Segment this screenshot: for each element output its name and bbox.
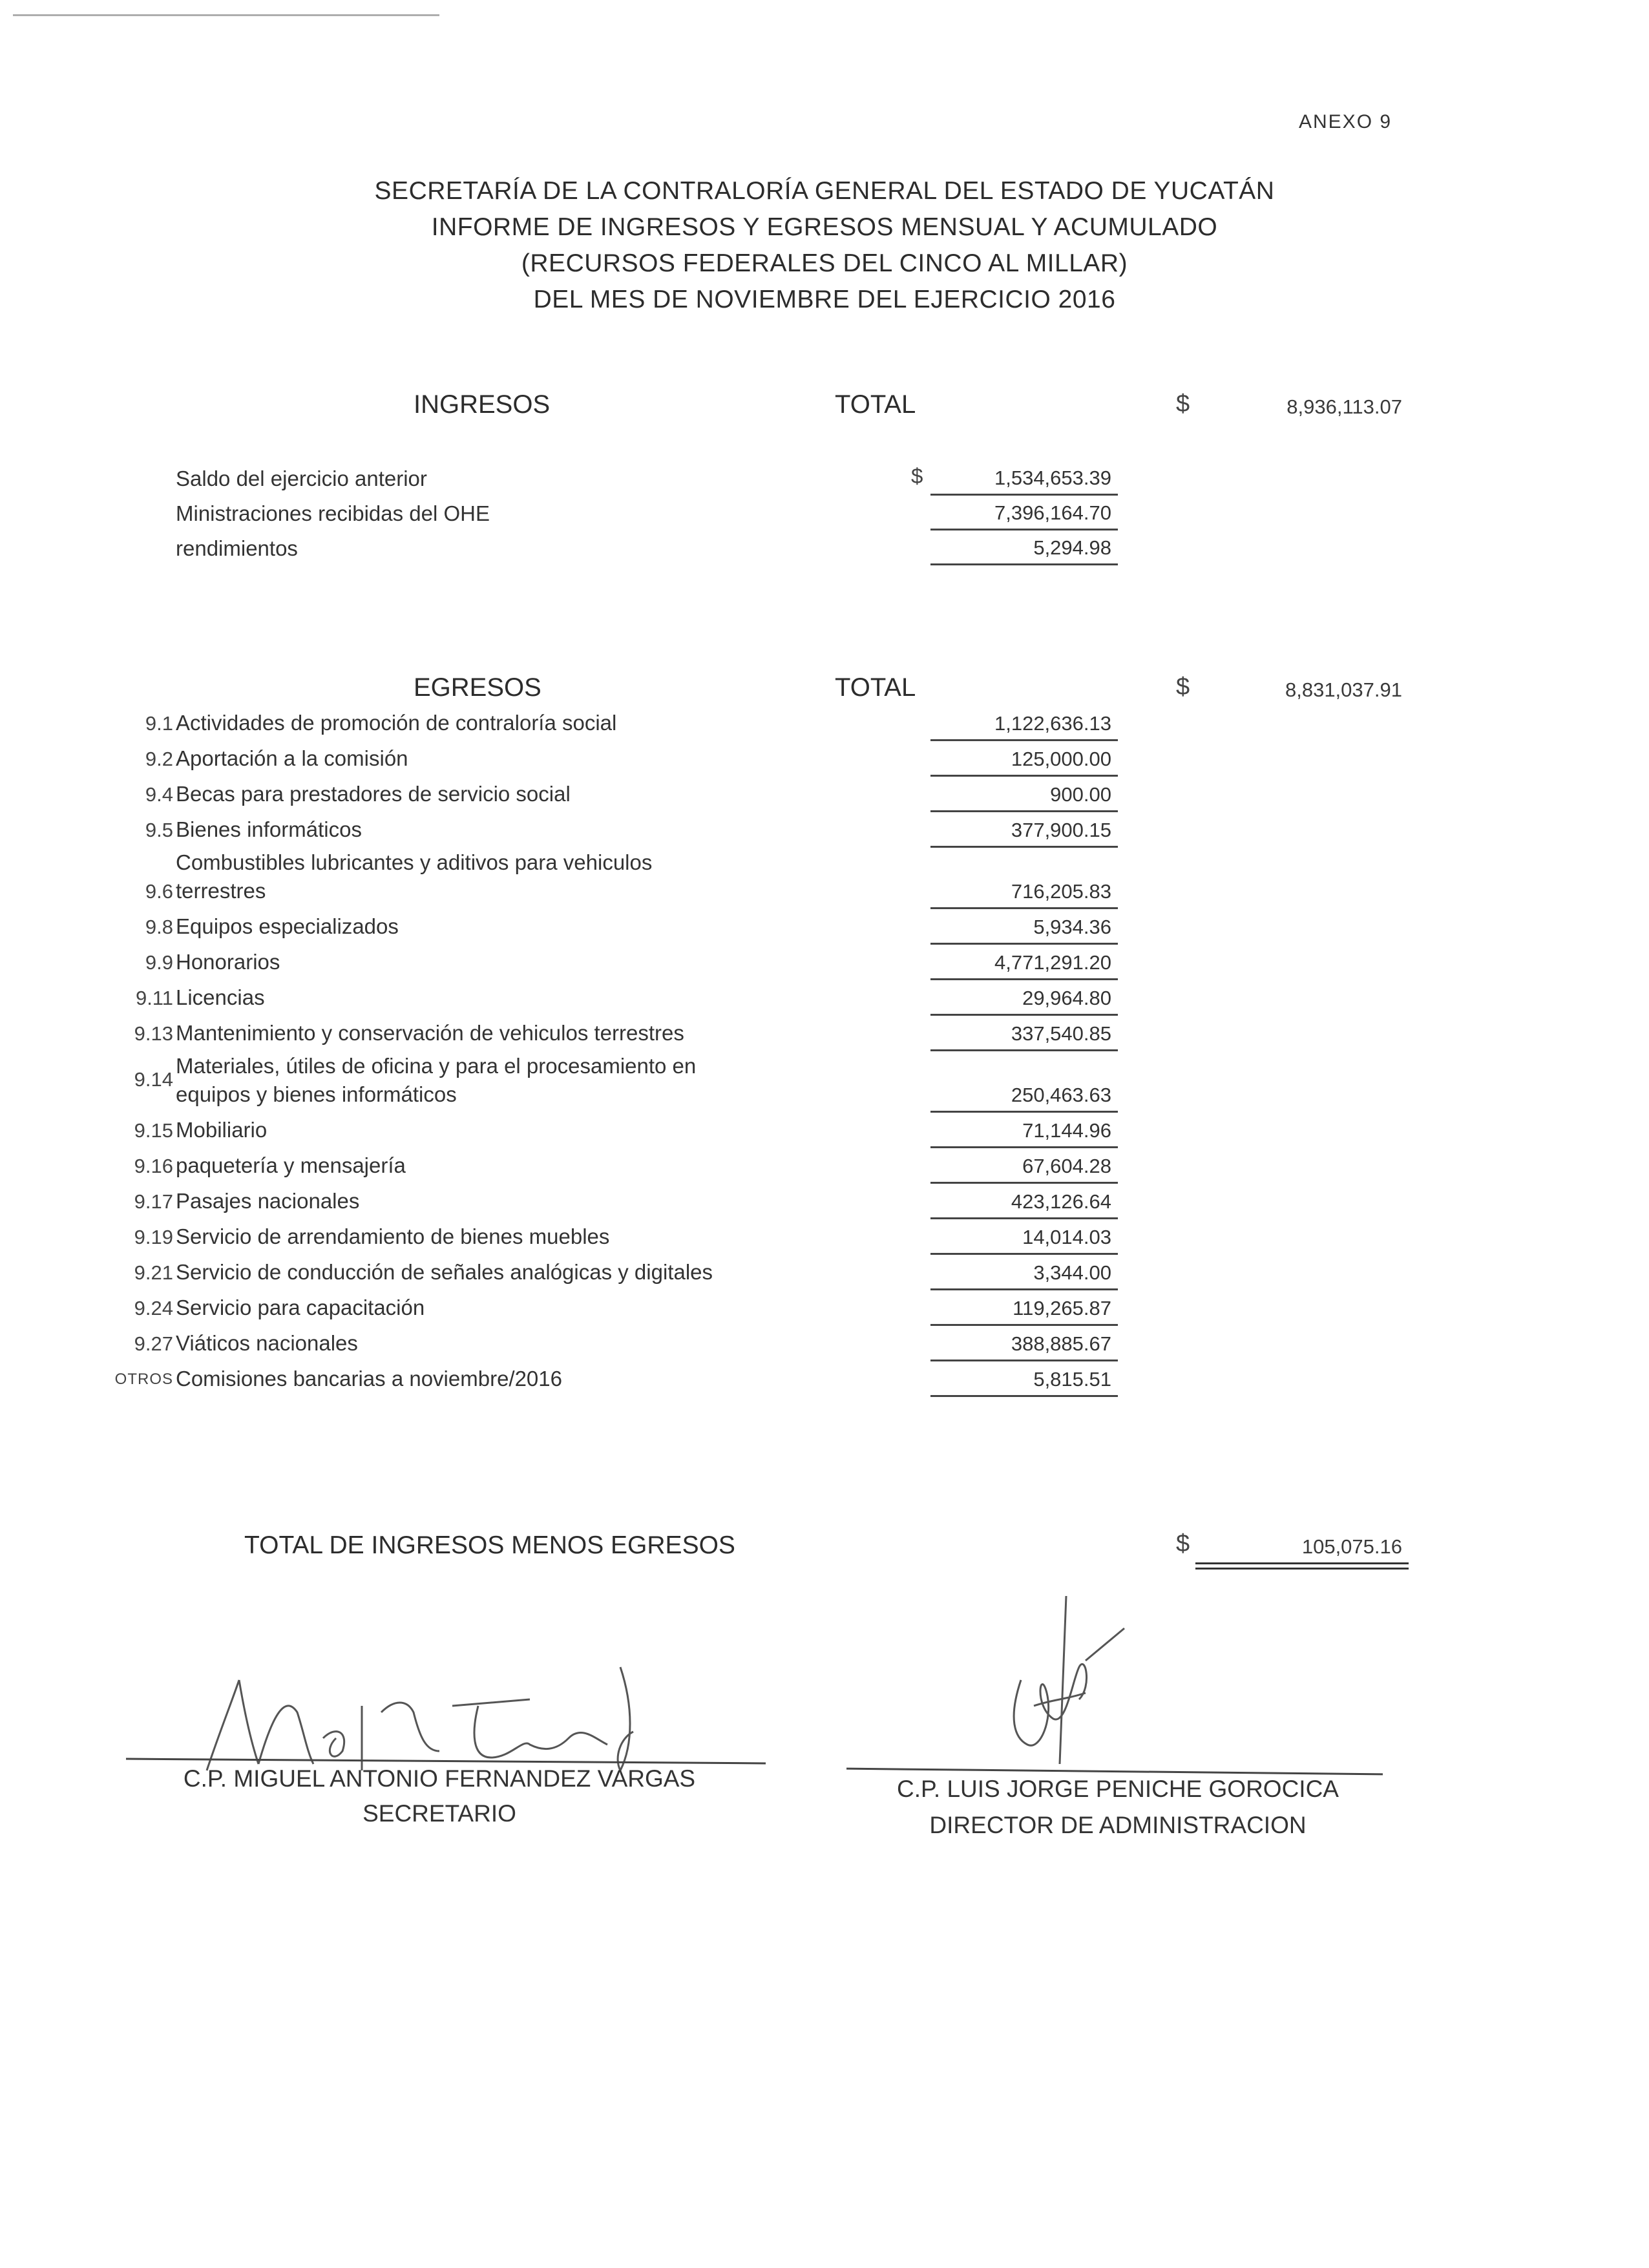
egresos-row-amount: 337,540.85 xyxy=(1011,1022,1111,1045)
scan-artifact-line xyxy=(13,14,439,16)
egresos-total-label: TOTAL xyxy=(835,673,916,702)
egresos-row-label: Pasajes nacionales xyxy=(176,1189,360,1213)
amount-underline xyxy=(930,739,1118,741)
egresos-row-amount: 125,000.00 xyxy=(1011,748,1111,770)
ingresos-total-label: TOTAL xyxy=(835,390,916,419)
egresos-row-amount: 377,900.15 xyxy=(1011,819,1111,841)
signer-role-left: SECRETARIO xyxy=(362,1800,516,1827)
egresos-row-label: Licencias xyxy=(176,985,265,1009)
egresos-row-label: Servicio de arrendamiento de bienes muebles xyxy=(176,1224,610,1248)
egresos-row-amount: 5,815.51 xyxy=(1033,1368,1111,1391)
net-value: 105,075.16 xyxy=(1301,1535,1402,1558)
egresos-row-label: Servicio de conducción de señales analógicas y digitales xyxy=(176,1260,713,1284)
egresos-row-code: 9.4 xyxy=(145,783,173,806)
egresos-row-label: Bienes informáticos xyxy=(176,817,362,841)
egresos-row-label: equipos y bienes informáticos xyxy=(176,1082,457,1106)
amount-underline xyxy=(930,1217,1118,1219)
annex-label: ANEXO 9 xyxy=(1299,111,1392,132)
egresos-row-code: 9.2 xyxy=(145,748,173,770)
egresos-row-amount: 4,771,291.20 xyxy=(994,951,1111,974)
amount-underline xyxy=(930,494,1118,496)
title-line-1: SECRETARÍA DE LA CONTRALORÍA GENERAL DEL ESTADO DE YUCATÁN xyxy=(374,177,1275,205)
ingresos-total-value: 8,936,113.07 xyxy=(1287,395,1402,418)
egresos-row-code: 9.13 xyxy=(134,1022,173,1045)
double-underline-top xyxy=(1195,1562,1409,1564)
ingresos-row-label: Saldo del ejercicio anterior xyxy=(176,467,427,490)
egresos-row-label: Comisiones bancarias a noviembre/2016 xyxy=(176,1367,562,1391)
net-label: TOTAL DE INGRESOS MENOS EGRESOS xyxy=(244,1531,735,1559)
egresos-row-code: 9.5 xyxy=(145,819,173,841)
egresos-row-amount: 119,265.87 xyxy=(1013,1297,1111,1319)
amount-underline xyxy=(930,1111,1118,1113)
egresos-row-label: Aportación a la comisión xyxy=(176,746,408,770)
egresos-row-amount: 71,144.96 xyxy=(1022,1119,1111,1142)
egresos-row-label: Mobiliario xyxy=(176,1118,268,1142)
egresos-row-label: Becas para prestadores de servicio social xyxy=(176,782,571,806)
egresos-row-amount: 250,463.63 xyxy=(1011,1084,1111,1106)
amount-underline xyxy=(930,1253,1118,1255)
egresos-row-amount: 388,885.67 xyxy=(1011,1332,1111,1355)
amount-underline xyxy=(930,1146,1118,1148)
title-line-3: (RECURSOS FEDERALES DEL CINCO AL MILLAR) xyxy=(521,249,1128,277)
amount-underline xyxy=(930,907,1118,909)
amount-underline xyxy=(930,1288,1118,1290)
ingresos-row-amount: 5,294.98 xyxy=(1033,536,1111,559)
amount-underline xyxy=(930,1324,1118,1326)
egresos-row-code: 9.9 xyxy=(145,951,173,974)
egresos-row-label-line1: Combustibles lubricantes y aditivos para vehiculos xyxy=(176,850,653,874)
egresos-total-value: 8,831,037.91 xyxy=(1285,678,1402,701)
title-line-2: INFORME DE INGRESOS Y EGRESOS MENSUAL Y ACUMULADO xyxy=(431,213,1218,241)
egresos-row-code: 9.15 xyxy=(134,1119,173,1142)
ingresos-row-amount: 1,534,653.39 xyxy=(994,467,1111,489)
amount-underline xyxy=(930,563,1118,565)
egresos-row-code: 9.27 xyxy=(134,1332,173,1355)
amount-underline xyxy=(930,943,1118,945)
egresos-row-amount: 29,964.80 xyxy=(1022,987,1111,1009)
egresos-row-code: OTROS xyxy=(114,1370,173,1388)
egresos-row-amount: 1,122,636.13 xyxy=(994,712,1111,735)
egresos-heading: EGRESOS xyxy=(414,673,541,702)
double-underline-bottom xyxy=(1195,1568,1409,1570)
ingresos-heading: INGRESOS xyxy=(414,390,551,419)
amount-underline xyxy=(930,1182,1118,1184)
egresos-row-label: Equipos especializados xyxy=(176,914,399,938)
title-line-4: DEL MES DE NOVIEMBRE DEL EJERCICIO 2016 xyxy=(533,286,1116,313)
egresos-row-code: 9.21 xyxy=(134,1261,173,1284)
amount-underline xyxy=(930,1014,1118,1016)
ingresos-row-label: Ministraciones recibidas del OHE xyxy=(176,501,490,525)
egresos-row-amount: 14,014.03 xyxy=(1022,1226,1111,1248)
amount-underline xyxy=(930,529,1118,530)
egresos-row-label: Actividades de promoción de contraloría social xyxy=(176,711,617,735)
signer-name-right: C.P. LUIS JORGE PENICHE GOROCICA xyxy=(897,1776,1339,1802)
egresos-row-amount: 716,205.83 xyxy=(1011,880,1111,903)
amount-underline xyxy=(930,978,1118,980)
amount-underline xyxy=(930,775,1118,777)
egresos-row-label: Honorarios xyxy=(176,950,280,974)
amount-underline xyxy=(930,810,1118,812)
egresos-row-code: 9.11 xyxy=(135,987,173,1009)
amount-underline xyxy=(930,1360,1118,1361)
amount-underline xyxy=(930,1049,1118,1051)
ingresos-row-amount: 7,396,164.70 xyxy=(994,501,1111,524)
egresos-row-amount: 67,604.28 xyxy=(1022,1155,1111,1177)
egresos-row-label: paquetería y mensajería xyxy=(176,1153,406,1177)
amount-underline xyxy=(930,846,1118,848)
egresos-row-amount: 5,934.36 xyxy=(1033,916,1111,938)
net-currency: $ xyxy=(1176,1530,1190,1557)
egresos-row-label: Viáticos nacionales xyxy=(176,1331,358,1355)
egresos-row-code: 9.14 xyxy=(134,1068,173,1091)
egresos-row-code: 9.8 xyxy=(145,916,173,938)
egresos-row-amount: 423,126.64 xyxy=(1011,1190,1111,1213)
ingresos-row-label: rendimientos xyxy=(176,536,298,560)
egresos-row-code: 9.16 xyxy=(134,1155,173,1177)
amount-underline xyxy=(930,1395,1118,1397)
ingresos-row-currency: $ xyxy=(911,464,923,488)
egresos-row-code: 9.1 xyxy=(145,712,173,735)
egresos-row-label: Servicio para capacitación xyxy=(176,1296,425,1319)
egresos-row-label-line1: Materiales, útiles de oficina y para el procesamiento en xyxy=(176,1054,697,1078)
egresos-row-code: 9.19 xyxy=(134,1226,173,1248)
document-title xyxy=(0,173,1649,318)
egresos-row-code: 9.6 xyxy=(145,880,173,903)
egresos-row-code: 9.17 xyxy=(134,1190,173,1213)
egresos-row-label: Mantenimiento y conservación de vehiculos terrestres xyxy=(176,1021,684,1045)
ingresos-total-currency: $ xyxy=(1176,390,1190,417)
signer-role-right: DIRECTOR DE ADMINISTRACION xyxy=(929,1812,1307,1838)
signature-luis-icon xyxy=(956,1590,1150,1770)
egresos-row-amount: 3,344.00 xyxy=(1033,1261,1111,1284)
signer-name-left: C.P. MIGUEL ANTONIO FERNANDEZ VARGAS xyxy=(183,1765,696,1792)
egresos-row-label: terrestres xyxy=(176,879,266,903)
egresos-total-currency: $ xyxy=(1176,673,1190,700)
egresos-row-amount: 900.00 xyxy=(1050,783,1111,806)
egresos-row-code: 9.24 xyxy=(134,1297,173,1319)
